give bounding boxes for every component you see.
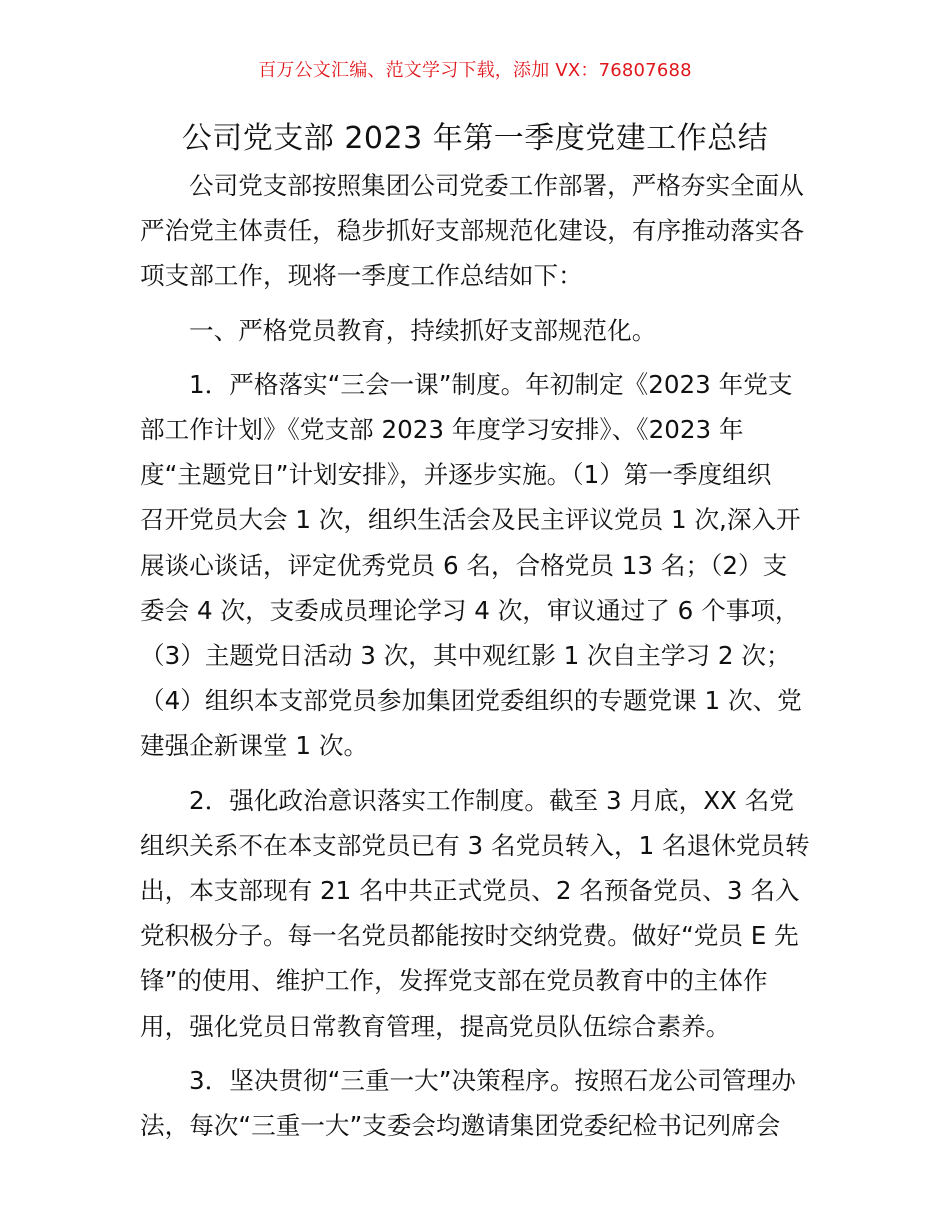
document-body [140,163,812,1148]
text-line: 用，强化党员日常教育管理，提高党员队伍综合素养。 [140,1011,731,1041]
intro-paragraph [140,163,812,299]
watermark-banner: 百万公文汇编、范文学习下载，添加 VX：76807688 [258,60,692,81]
text-line: 出，本支部现有 21 名中共正式党员、2 名预备党员、3 名入 [140,876,800,906]
text-line: 项支部工作，现将一季度工作总结如下： [140,261,583,291]
text-line: 一、严格党员教育，持续抓好支部规范化。 [189,315,657,345]
item-1-paragraph [140,362,812,769]
text-line: 2．强化政治意识落实工作制度。截至 3 月底，XX 名党 [189,785,794,815]
text-line: 公司党支部按照集团公司党委工作部署，严格夯实全面从 [189,171,804,200]
text-line: 法，每次“三重一大”支委会均邀请集团党委纪检书记列席会 [140,1111,781,1141]
text-line: 部工作计划》《党支部 2023 年度学习安排》、《2023 年 [140,415,744,445]
item-2-paragraph [140,778,812,1049]
text-line: 召开党员大会 1 次，组织生活会及民主评议党员 1 次,深入开 [140,505,801,535]
section-heading-1 [140,308,812,353]
text-line: 严治党主体责任，稳步抓好支部规范化建设，有序推动落实各 [140,216,805,246]
item-3-paragraph [140,1058,812,1148]
text-line: 锋”的使用、维护工作，发挥党支部在党员教育中的主体作 [140,966,768,996]
text-line: 委会 4 次，支委成员理论学习 4 次，审议通过了 6 个事项， [140,595,800,625]
document-title: 公司党支部 2023 年第一季度党建工作总结 [181,121,769,156]
text-line: （4）组织本支部党员参加集团党委组织的专题党课 1 次、党 [140,686,802,716]
text-line: 建强企新课堂 1 次。 [140,731,369,761]
text-line: 度“主题党日”计划安排》，并逐步实施。（1）第一季度组织 [140,460,772,490]
text-line: 党积极分子。每一名党员都能按时交纳党费。做好“党员 E 先 [140,921,799,951]
text-line: 3．坚决贯彻“三重一大”决策程序。按照石龙公司管理办 [189,1065,796,1095]
text-line: 1．严格落实“三会一课”制度。年初制定《2023 年党支 [189,369,793,399]
text-line: 组织关系不在本支部党员已有 3 名党员转入，1 名退休党员转 [140,830,810,860]
text-line: 展谈心谈话，评定优秀党员 6 名，合格党员 13 名；（2）支 [140,550,788,580]
text-line: （3）主题党日活动 3 次，其中观红影 1 次自主学习 2 次； [140,641,791,671]
